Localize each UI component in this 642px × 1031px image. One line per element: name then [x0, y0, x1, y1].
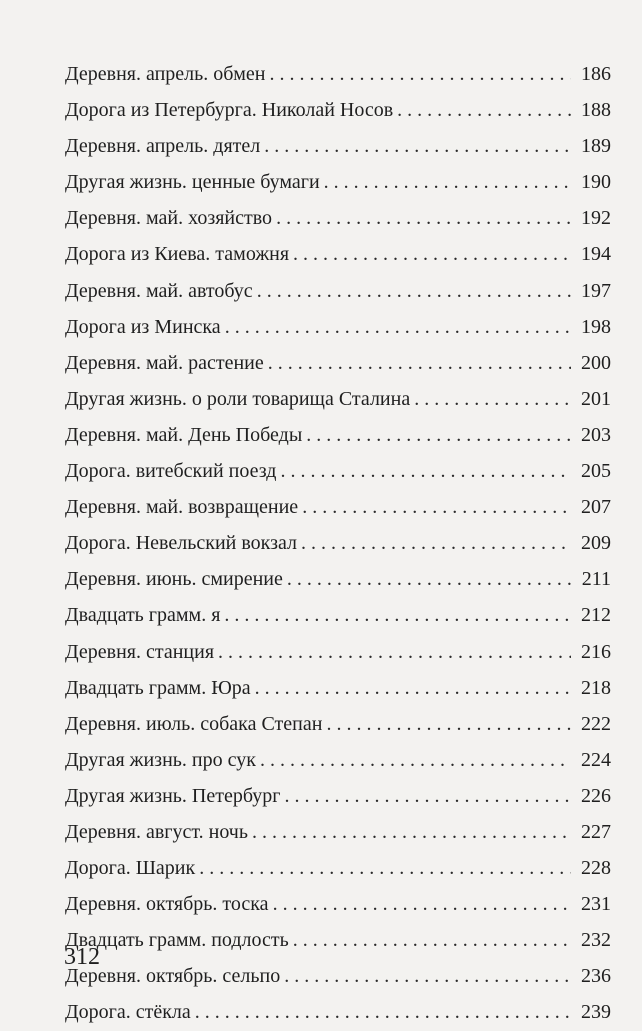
dot-leader [225, 309, 571, 345]
entry-page-number: 232 [581, 929, 611, 952]
dot-leader [260, 742, 571, 778]
toc-entry [65, 706, 611, 742]
toc-entry [65, 742, 611, 778]
toc-entry [65, 200, 611, 236]
entry-page-number: 212 [581, 604, 611, 627]
dot-leader [280, 453, 571, 489]
toc-entry [65, 850, 611, 886]
entry-title: Другая жизнь. о роли товарища Сталина [65, 387, 411, 410]
entry-title: Деревня. май. возвращение [65, 496, 299, 519]
entry-page-number: 203 [581, 423, 611, 446]
dot-leader [276, 200, 571, 236]
entry-title: Деревня. май. растение [65, 351, 264, 374]
entry-title: Дорога. витебский поезд [65, 460, 277, 483]
entry-page-number: 188 [581, 99, 611, 122]
toc-entry [65, 561, 611, 597]
entry-page-number: 211 [581, 568, 611, 591]
entry-page-number: 216 [581, 640, 611, 663]
toc-entry [65, 345, 611, 381]
toc-entry [65, 886, 611, 922]
toc-entry [65, 670, 611, 706]
entry-title: Дорога. стёкла [65, 1001, 191, 1024]
entry-page-number: 201 [581, 387, 611, 410]
dot-leader [199, 850, 571, 886]
toc-entry [65, 634, 611, 670]
toc-entry [65, 128, 611, 164]
toc-entry [65, 597, 611, 633]
entry-page-number: 226 [581, 784, 611, 807]
dot-leader [287, 561, 571, 597]
dot-leader [255, 670, 571, 706]
toc-entry [65, 309, 611, 345]
entry-page-number: 190 [581, 171, 611, 194]
entry-page-number: 222 [581, 712, 611, 735]
toc-entry [65, 525, 611, 561]
entry-page-number: 224 [581, 748, 611, 771]
entry-title: Дорога из Минска [65, 315, 221, 338]
dot-leader [293, 236, 571, 272]
entry-title: Деревня. апрель. дятел [65, 135, 261, 158]
toc-entry [65, 453, 611, 489]
dot-leader [293, 922, 571, 958]
entry-title: Деревня. август. ночь [65, 820, 248, 843]
toc-entry [65, 164, 611, 200]
entry-title: Деревня. май. хозяйство [65, 207, 273, 230]
entry-page-number: 209 [581, 532, 611, 555]
entry-title: Деревня. апрель. обмен [65, 63, 266, 85]
entry-title: Деревня. май. День Победы [65, 423, 303, 446]
dot-leader [224, 597, 571, 633]
toc-entry [65, 56, 611, 92]
toc-entry [65, 92, 611, 128]
dot-leader [284, 778, 571, 814]
toc-entry [65, 236, 611, 272]
entry-page-number: 218 [581, 676, 611, 699]
entry-page-number: 205 [581, 460, 611, 483]
dot-leader [326, 706, 571, 742]
dot-leader [273, 886, 571, 922]
toc-entry [65, 381, 611, 417]
dot-leader [252, 814, 571, 850]
entry-page-number: 200 [581, 351, 611, 374]
entry-title: Другая жизнь. про сук [65, 748, 256, 771]
entry-title: Дорога из Киева. таможня [65, 243, 290, 266]
entry-page-number: 231 [581, 893, 611, 916]
entry-page-number: 228 [581, 857, 611, 880]
dot-leader [302, 489, 571, 525]
entry-title: Другая жизнь. Петербург [65, 784, 281, 807]
dot-leader [414, 381, 571, 417]
entry-page-number: 236 [581, 965, 611, 988]
page-number: 312 [64, 944, 100, 970]
entry-title: Деревня. станция [65, 640, 215, 663]
entry-page-number: 197 [581, 279, 611, 302]
entry-page-number: 207 [581, 496, 611, 519]
entry-title: Деревня. октябрь. сельпо [65, 965, 281, 988]
toc-entry [65, 778, 611, 814]
toc-entry [65, 958, 611, 994]
dot-leader [397, 92, 571, 128]
table-of-contents [65, 56, 611, 1031]
toc-entry [65, 417, 611, 453]
dot-leader [264, 128, 571, 164]
entry-title: Деревня. июнь. смирение [65, 568, 283, 591]
dot-leader [324, 164, 571, 200]
dot-leader [270, 56, 572, 92]
entry-page-number: 192 [581, 207, 611, 230]
entry-title: Деревня. июль. собака Степан [65, 712, 323, 735]
dot-leader [284, 958, 571, 994]
toc-entry [65, 922, 611, 958]
toc-entry [65, 489, 611, 525]
dot-leader [218, 634, 571, 670]
entry-title: Двадцать грамм. я [65, 604, 221, 627]
dot-leader [301, 525, 571, 561]
entry-page-number: 189 [581, 135, 611, 158]
entry-page-number: 239 [581, 1001, 611, 1024]
dot-leader [268, 345, 571, 381]
entry-title: Другая жизнь. ценные бумаги [65, 171, 320, 194]
entry-title: Двадцать грамм. Юра [65, 676, 251, 699]
entry-page-number: 198 [581, 315, 611, 338]
entry-title: Дорога. Шарик [65, 857, 196, 880]
entry-title: Двадцать грамм. подлость [65, 929, 289, 952]
entry-page-number: 227 [581, 820, 611, 843]
entry-title: Дорога из Петербурга. Николай Носов [65, 99, 394, 122]
dot-leader [257, 273, 571, 309]
entry-page-number: 186 [581, 63, 611, 85]
toc-entry [65, 273, 611, 309]
toc-entry [65, 814, 611, 850]
entry-title: Деревня. октябрь. тоска [65, 893, 269, 916]
entry-title: Деревня. май. автобус [65, 279, 253, 302]
dot-leader [306, 417, 571, 453]
entry-title: Дорога. Невельский вокзал [65, 532, 298, 555]
entry-page-number: 194 [581, 243, 611, 266]
